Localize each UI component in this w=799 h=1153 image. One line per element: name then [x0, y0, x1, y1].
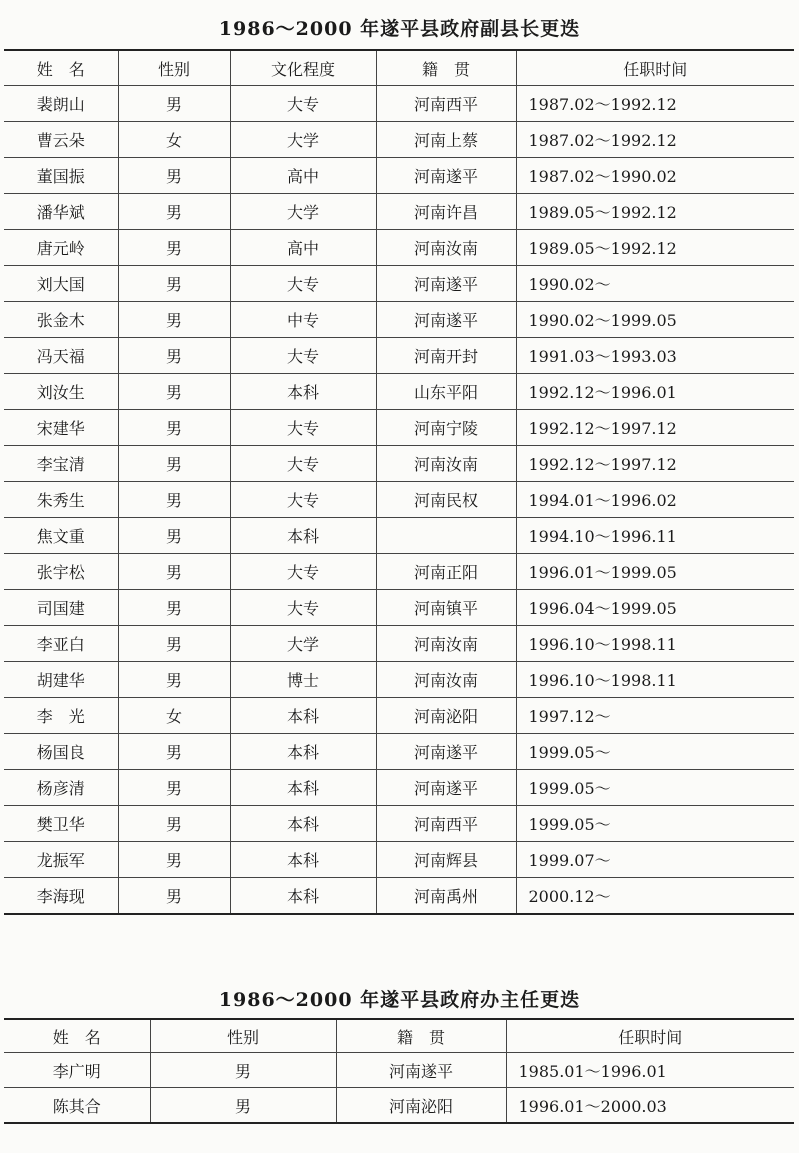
table1-header-native-place: 籍 贯 [376, 50, 516, 86]
table1-header-education: 文化程度 [230, 50, 376, 86]
cell-gender: 男 [118, 626, 230, 662]
cell-term: 1992.12～1996.01 [516, 374, 794, 410]
table-row [4, 554, 794, 590]
cell-gender: 男 [118, 446, 230, 482]
cell-name: 冯天福 [4, 338, 118, 374]
cell-native-place: 河南宁陵 [376, 410, 516, 446]
cell-education: 大专 [230, 338, 376, 374]
cell-education: 大学 [230, 626, 376, 662]
cell-term: 1999.05～ [516, 734, 794, 770]
cell-native-place: 河南民权 [376, 482, 516, 518]
cell-gender: 男 [150, 1053, 336, 1088]
table-row [4, 482, 794, 518]
cell-gender: 男 [118, 554, 230, 590]
cell-gender: 女 [118, 122, 230, 158]
cell-native-place: 河南开封 [376, 338, 516, 374]
table-row [4, 410, 794, 446]
cell-name: 李宝清 [4, 446, 118, 482]
cell-education: 本科 [230, 842, 376, 878]
table-row [4, 662, 794, 698]
table-row [4, 1088, 794, 1124]
cell-name: 龙振军 [4, 842, 118, 878]
cell-gender: 男 [118, 590, 230, 626]
cell-native-place: 河南汝南 [376, 662, 516, 698]
table1-title: 1986～2000 年遂平县政府副县长更迭 [218, 18, 581, 40]
cell-education: 本科 [230, 698, 376, 734]
cell-name: 唐元岭 [4, 230, 118, 266]
cell-term: 1989.05～1992.12 [516, 194, 794, 230]
cell-native-place: 河南遂平 [336, 1053, 506, 1088]
cell-name: 刘汝生 [4, 374, 118, 410]
cell-gender: 男 [118, 194, 230, 230]
table-row [4, 842, 794, 878]
cell-term: 1996.01～2000.03 [506, 1088, 794, 1124]
table2-header-native-place: 籍 贯 [336, 1019, 506, 1053]
cell-gender: 男 [118, 842, 230, 878]
table-row [4, 158, 794, 194]
table1-header-term: 任职时间 [516, 50, 794, 86]
cell-native-place: 河南汝南 [376, 446, 516, 482]
table-row [4, 338, 794, 374]
table2-title: 1986～2000 年遂平县政府办主任更迭 [218, 989, 581, 1011]
cell-term: 1996.10～1998.11 [516, 662, 794, 698]
cell-native-place: 河南汝南 [376, 230, 516, 266]
cell-education: 高中 [230, 230, 376, 266]
cell-education: 大专 [230, 482, 376, 518]
cell-name: 朱秀生 [4, 482, 118, 518]
cell-native-place: 河南汝南 [376, 626, 516, 662]
table-row [4, 590, 794, 626]
cell-name: 张金木 [4, 302, 118, 338]
cell-native-place: 河南正阳 [376, 554, 516, 590]
cell-gender: 男 [118, 806, 230, 842]
cell-education: 大专 [230, 554, 376, 590]
cell-education: 博士 [230, 662, 376, 698]
cell-education: 大学 [230, 194, 376, 230]
cell-gender: 女 [118, 698, 230, 734]
cell-native-place: 山东平阳 [376, 374, 516, 410]
cell-education: 大专 [230, 266, 376, 302]
cell-gender: 男 [118, 374, 230, 410]
cell-education: 本科 [230, 518, 376, 554]
table-row [4, 626, 794, 662]
cell-gender: 男 [118, 302, 230, 338]
cell-name: 刘大国 [4, 266, 118, 302]
cell-education: 本科 [230, 806, 376, 842]
cell-native-place: 河南上蔡 [376, 122, 516, 158]
cell-education: 本科 [230, 770, 376, 806]
cell-native-place: 河南遂平 [376, 158, 516, 194]
cell-gender: 男 [118, 734, 230, 770]
cell-native-place: 河南遂平 [376, 734, 516, 770]
cell-name: 李海现 [4, 878, 118, 915]
table2-header-row [4, 1019, 794, 1053]
cell-education: 中专 [230, 302, 376, 338]
cell-native-place: 河南泌阳 [336, 1088, 506, 1124]
table2-office-directors [4, 1018, 794, 1124]
cell-gender: 男 [118, 86, 230, 122]
cell-name: 杨彦清 [4, 770, 118, 806]
cell-term: 1987.02～1992.12 [516, 122, 794, 158]
cell-native-place: 河南遂平 [376, 302, 516, 338]
cell-native-place: 河南泌阳 [376, 698, 516, 734]
cell-education: 大专 [230, 590, 376, 626]
table1-deputy-county-heads [4, 49, 794, 915]
cell-education: 大专 [230, 410, 376, 446]
cell-name: 司国建 [4, 590, 118, 626]
table-row [4, 266, 794, 302]
cell-term: 1990.02～ [516, 266, 794, 302]
cell-education: 大专 [230, 446, 376, 482]
table-row [4, 86, 794, 122]
cell-term: 1996.01～1999.05 [516, 554, 794, 590]
cell-term: 2000.12～ [516, 878, 794, 915]
cell-term: 1999.05～ [516, 770, 794, 806]
cell-term: 1985.01～1996.01 [506, 1053, 794, 1088]
cell-native-place: 河南镇平 [376, 590, 516, 626]
table-row [4, 230, 794, 266]
cell-native-place: 河南遂平 [376, 266, 516, 302]
cell-gender: 男 [118, 482, 230, 518]
cell-term: 1992.12～1997.12 [516, 410, 794, 446]
cell-name: 董国振 [4, 158, 118, 194]
cell-name: 裴朗山 [4, 86, 118, 122]
cell-gender: 男 [118, 878, 230, 915]
cell-term: 1999.07～ [516, 842, 794, 878]
cell-education: 大学 [230, 122, 376, 158]
table-row [4, 878, 794, 915]
table-row [4, 122, 794, 158]
cell-name: 樊卫华 [4, 806, 118, 842]
cell-term: 1987.02～1990.02 [516, 158, 794, 194]
table-row [4, 302, 794, 338]
table-row [4, 1053, 794, 1088]
cell-term: 1997.12～ [516, 698, 794, 734]
cell-gender: 男 [118, 410, 230, 446]
table2-header-name: 姓 名 [4, 1019, 150, 1053]
table1-header-row [4, 50, 794, 86]
cell-name: 陈其合 [4, 1088, 150, 1124]
cell-gender: 男 [118, 266, 230, 302]
cell-name: 潘华斌 [4, 194, 118, 230]
table-row [4, 374, 794, 410]
cell-term: 1999.05～ [516, 806, 794, 842]
table1-header-gender: 性别 [118, 50, 230, 86]
cell-term: 1994.01～1996.02 [516, 482, 794, 518]
table2-header-gender: 性别 [150, 1019, 336, 1053]
cell-name: 曹云朵 [4, 122, 118, 158]
cell-name: 李广明 [4, 1053, 150, 1088]
cell-gender: 男 [118, 662, 230, 698]
cell-native-place: 河南辉县 [376, 842, 516, 878]
table-row [4, 734, 794, 770]
cell-term: 1989.05～1992.12 [516, 230, 794, 266]
cell-name: 杨国良 [4, 734, 118, 770]
cell-native-place: 河南许昌 [376, 194, 516, 230]
cell-education: 本科 [230, 374, 376, 410]
cell-gender: 男 [118, 518, 230, 554]
cell-native-place: 河南禹州 [376, 878, 516, 915]
table2-header-term: 任职时间 [506, 1019, 794, 1053]
cell-gender: 男 [118, 230, 230, 266]
cell-term: 1987.02～1992.12 [516, 86, 794, 122]
cell-name: 胡建华 [4, 662, 118, 698]
cell-term: 1992.12～1997.12 [516, 446, 794, 482]
cell-term: 1996.04～1999.05 [516, 590, 794, 626]
table-row [4, 446, 794, 482]
cell-term: 1994.10～1996.11 [516, 518, 794, 554]
cell-native-place [376, 518, 516, 554]
cell-term: 1996.10～1998.11 [516, 626, 794, 662]
cell-name: 李 光 [4, 698, 118, 734]
cell-term: 1990.02～1999.05 [516, 302, 794, 338]
cell-native-place: 河南遂平 [376, 770, 516, 806]
cell-gender: 男 [118, 770, 230, 806]
cell-education: 大专 [230, 86, 376, 122]
table-row [4, 698, 794, 734]
cell-name: 宋建华 [4, 410, 118, 446]
cell-name: 张宇松 [4, 554, 118, 590]
cell-native-place: 河南西平 [376, 86, 516, 122]
cell-education: 本科 [230, 878, 376, 915]
cell-name: 焦文重 [4, 518, 118, 554]
cell-education: 本科 [230, 734, 376, 770]
cell-gender: 男 [150, 1088, 336, 1124]
cell-name: 李亚白 [4, 626, 118, 662]
cell-term: 1991.03～1993.03 [516, 338, 794, 374]
table-row [4, 194, 794, 230]
table-row [4, 770, 794, 806]
cell-native-place: 河南西平 [376, 806, 516, 842]
table1-header-name: 姓 名 [4, 50, 118, 86]
cell-gender: 男 [118, 158, 230, 194]
table-row [4, 518, 794, 554]
table-row [4, 806, 794, 842]
cell-gender: 男 [118, 338, 230, 374]
cell-education: 高中 [230, 158, 376, 194]
